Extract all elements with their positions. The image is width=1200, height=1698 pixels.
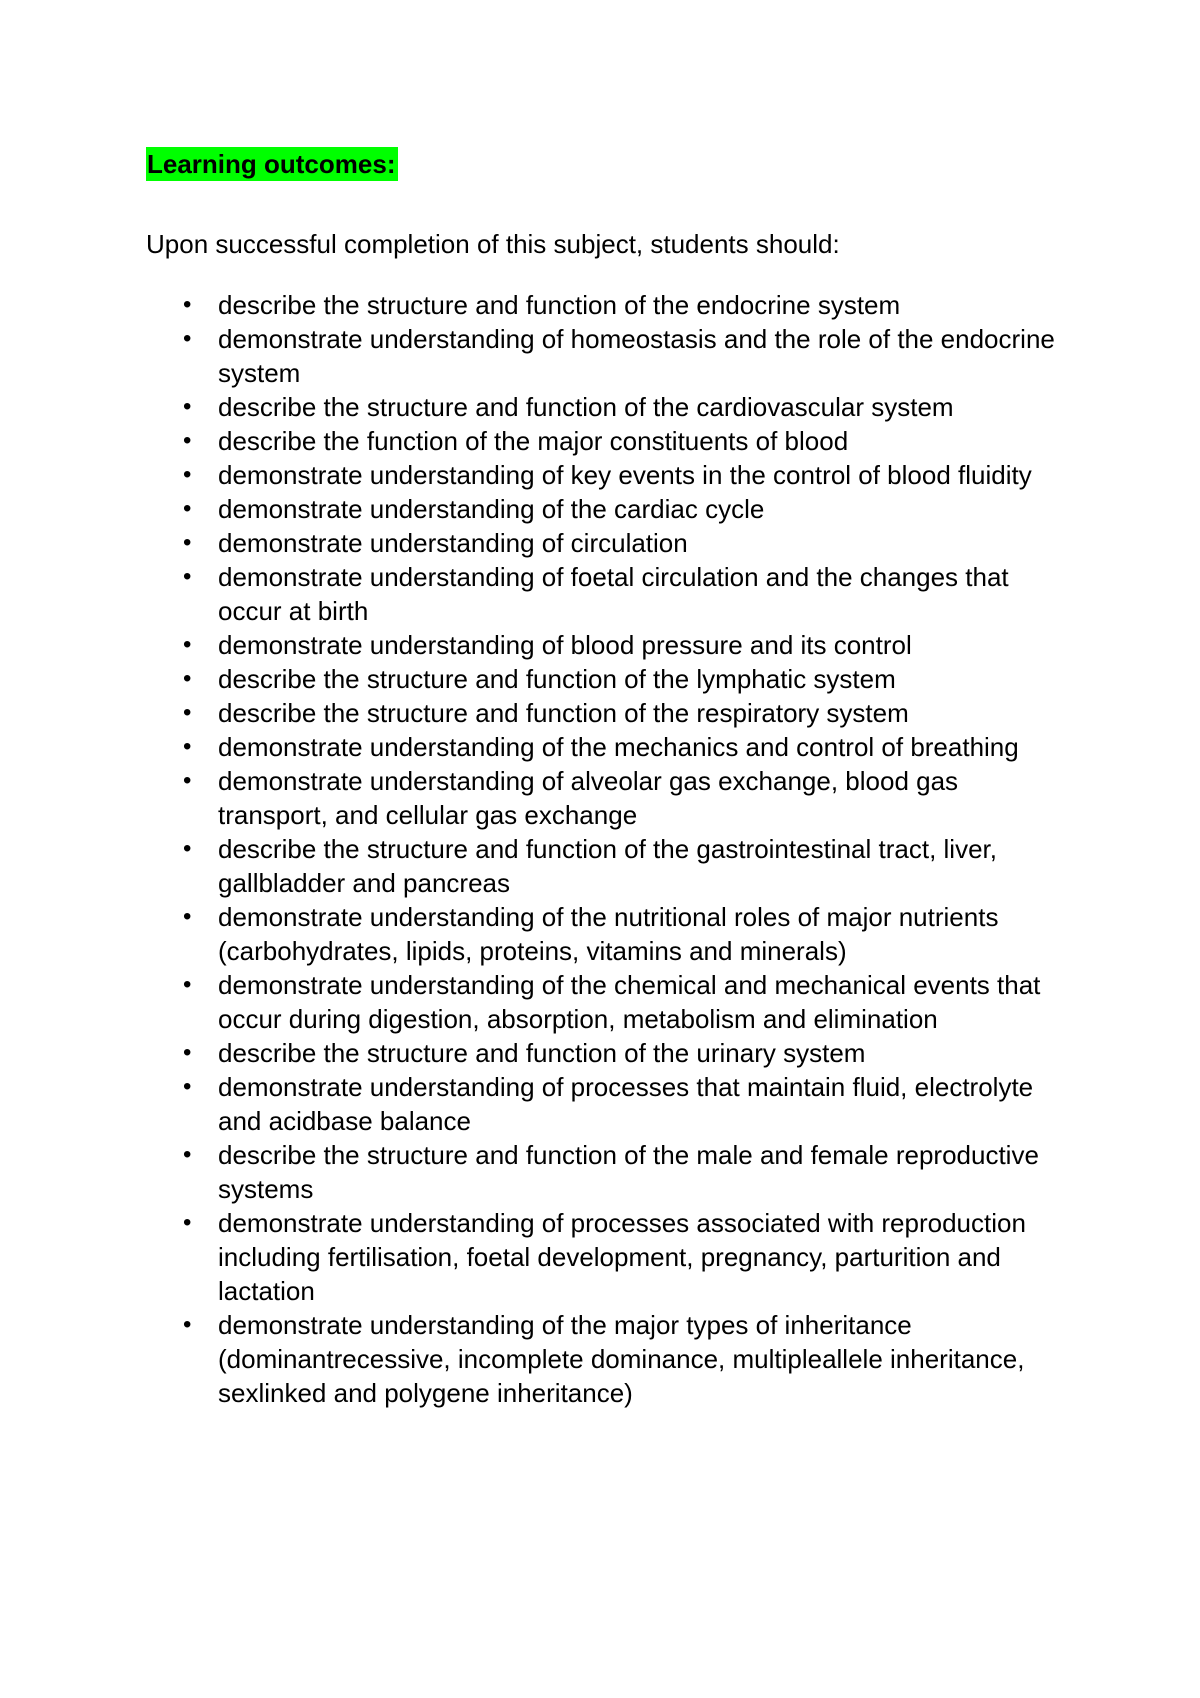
list-item [0,1206,1068,1308]
outcome-text: demonstrate understanding of the cardiac cycle [218,494,765,524]
list-item [0,1036,1068,1070]
bullet-icon: • [183,733,192,760]
bullet-icon: • [183,291,192,318]
bullet-icon: • [183,529,192,556]
bullet-icon: • [183,1073,192,1100]
bullet-icon: • [183,1209,192,1236]
bullet-icon: • [183,903,192,930]
bullet-icon: • [183,699,192,726]
list-item [0,764,1068,832]
outcome-text: demonstrate understanding of blood pressure and its control [218,630,912,660]
list-item [0,458,1068,492]
bullet-icon: • [183,563,192,590]
outcome-text: describe the function of the major constituents of blood [218,426,849,456]
outcome-text: describe the structure and function of the lymphatic system [218,664,896,694]
outcome-text: demonstrate understanding of alveolar gas exchange, blood gas transport, and cellular gas exchange [218,766,959,830]
bullet-icon: • [183,461,192,488]
list-item [0,560,1068,628]
list-item [0,1138,1068,1206]
outcome-text: describe the structure and function of the male and female reproductive systems [218,1140,1039,1204]
outcome-text: demonstrate understanding of the chemical and mechanical events that occur during digestion, absorption, metabolism and elimination [218,970,1041,1034]
outcome-text: describe the structure and function of the urinary system [218,1038,866,1068]
list-item [0,390,1068,424]
list-item [0,492,1068,526]
list-item [0,832,1068,900]
outcome-text: demonstrate understanding of processes associated with reproduction including fertilisation, foetal development, pregnancy, parturition and lactation [218,1208,1026,1306]
outcome-text: demonstrate understanding of circulation [218,528,688,558]
bullet-icon: • [183,325,192,352]
list-item [0,628,1068,662]
bullet-icon: • [183,495,192,522]
bullet-icon: • [183,835,192,862]
outcome-text: demonstrate understanding of key events in the control of blood fluidity [218,460,1032,490]
intro-text: Upon successful completion of this subject, students should: [146,229,840,259]
list-item [0,322,1068,390]
outcome-text: demonstrate understanding of processes that maintain fluid, electrolyte and acidbase balance [218,1072,1034,1136]
list-item [0,900,1068,968]
list-item [0,1308,1068,1410]
list-item [0,424,1068,458]
bullet-icon: • [183,427,192,454]
outcome-text: describe the structure and function of the cardiovascular system [218,392,954,422]
bullet-icon: • [183,1039,192,1066]
bullet-icon: • [183,767,192,794]
outcome-text: demonstrate understanding of the nutritional roles of major nutrients (carbohydrates, lipids, proteins, vitamins and minerals) [218,902,999,966]
list-item [0,1070,1068,1138]
bullet-icon: • [183,665,192,692]
learning-outcomes-list [0,288,1100,1410]
outcome-text: describe the structure and function of the endocrine system [218,290,901,320]
list-item [0,730,1068,764]
list-item [0,662,1068,696]
bullet-icon: • [183,1311,192,1338]
list-item [0,288,1068,322]
bullet-icon: • [183,971,192,998]
list-item [0,968,1068,1036]
bullet-icon: • [183,631,192,658]
list-item [0,696,1068,730]
outcome-text: describe the structure and function of the gastrointestinal tract, liver, gallbladder and pancreas [218,834,997,898]
list-item [0,526,1068,560]
bullet-icon: • [183,1141,192,1168]
outcome-text: demonstrate understanding of the mechanics and control of breathing [218,732,1019,762]
outcome-text: demonstrate understanding of homeostasis and the role of the endocrine system [218,324,1055,388]
outcome-text: demonstrate understanding of foetal circulation and the changes that occur at birth [218,562,1009,626]
outcome-text: describe the structure and function of the respiratory system [218,698,909,728]
bullet-icon: • [183,393,192,420]
section-heading: Learning outcomes: [146,147,398,181]
outcome-text: demonstrate understanding of the major types of inheritance (dominantrecessive, incomplete dominance, multipleallele inheritance, sexlinked and polygene inheritance) [218,1310,1025,1408]
